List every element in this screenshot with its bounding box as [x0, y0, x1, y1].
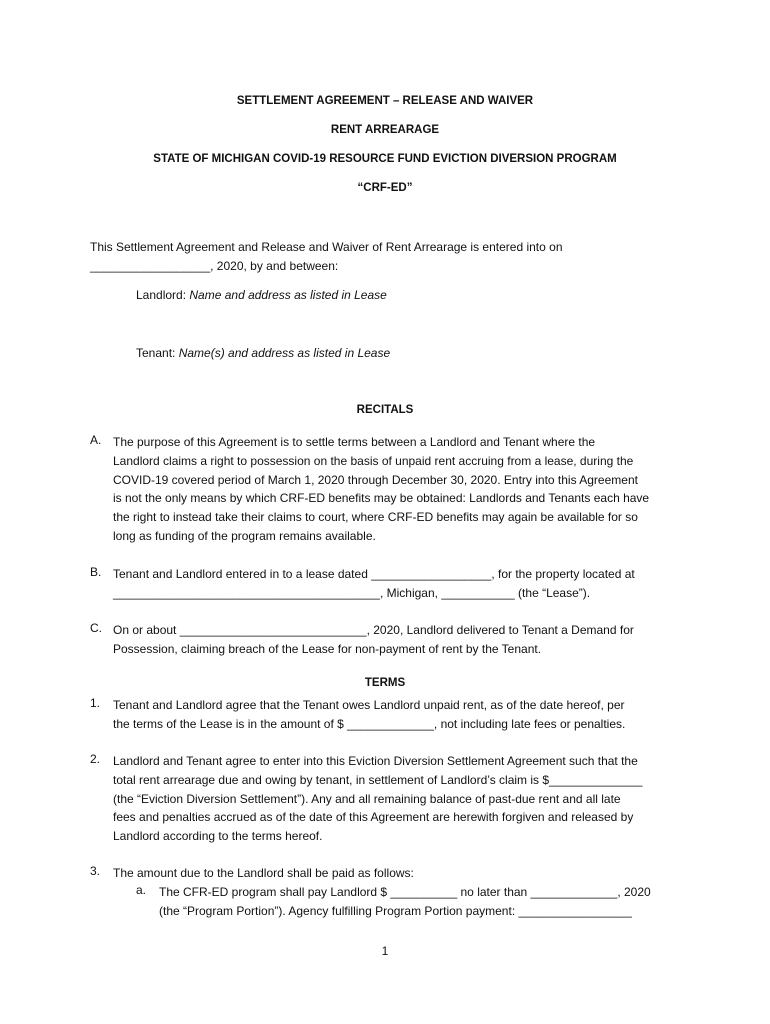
recital-line: The purpose of this Agreement is to settle terms between a Landlord and Tenant where the — [113, 435, 596, 449]
term-line: Landlord according to the terms hereof. — [113, 829, 323, 844]
term-line: Tenant and Landlord agree that the Tenant owes Landlord unpaid rent, as of the date hereof, per — [113, 698, 625, 712]
landlord-label: Landlord: — [136, 288, 190, 302]
program-name: STATE OF MICHIGAN COVID-19 RESOURCE FUND EVICTION DIVERSION PROGRAM — [153, 153, 617, 165]
landlord-value: Name and address as listed in Lease — [189, 288, 387, 302]
term-1-marker: 1. — [90, 696, 101, 710]
recital-line: long as funding of the program remains available. — [113, 528, 376, 543]
term-2-text — [113, 752, 642, 846]
document-title: SETTLEMENT AGREEMENT – RELEASE AND WAIVER — [236, 95, 534, 107]
term-line: fees and penalties accrued as of the date of this Agreement are herewith forgiven and released by — [113, 810, 634, 825]
term-2-marker: 2. — [90, 752, 101, 766]
recital-line: COVID-19 covered period of March 1, 2020 through December 30, 2020. Entry into this Agreement — [113, 472, 638, 487]
intro-line-1: This Settlement Agreement and Release and Waiver of Rent Arrearage is entered into on — [90, 240, 563, 254]
term-3-marker: 3. — [90, 864, 101, 878]
subterm-line: (the “Program Portion”). Agency fulfilling Program Portion payment: _________________ — [159, 903, 632, 918]
recital-b-marker: B. — [90, 565, 102, 579]
subterm-a-text — [159, 883, 651, 921]
recitals-heading: RECITALS — [356, 404, 414, 416]
recital-line: is not the only means by which CRF-ED benefits may be obtained: Landlords and Tenants each have — [113, 491, 650, 506]
recital-line: On or about ____________________________, 2020, Landlord delivered to Tenant a Demand for — [113, 623, 634, 637]
term-line: Landlord and Tenant agree to enter into this Eviction Diversion Settlement Agreement such that the — [113, 754, 638, 768]
recital-a-text — [113, 433, 649, 546]
recital-b-text — [113, 565, 635, 603]
recital-line: Possession, claiming breach of the Lease for non-payment of rent by the Tenant. — [113, 641, 542, 656]
program-short-name: “CRF-ED” — [357, 182, 413, 194]
terms-heading: TERMS — [364, 677, 406, 689]
recital-a-marker: A. — [90, 433, 102, 447]
recital-line: ________________________________________, Michigan, ___________ (the “Lease”). — [113, 585, 591, 600]
tenant-value: Name(s) and address as listed in Lease — [178, 346, 391, 360]
recital-c-marker: C. — [90, 621, 102, 635]
term-line: total rent arrearage due and owing by tenant, in settlement of Landlord’s claim is $______________ — [113, 772, 643, 787]
recital-line: Landlord claims a right to possession on the basis of unpaid rent accruing from a lease, during the — [113, 453, 634, 468]
recital-line: the right to instead take their claims to court, where CRF-ED benefits may again be available for so — [113, 510, 638, 525]
page-number: 1 — [381, 944, 389, 958]
tenant-party — [136, 346, 390, 360]
intro-line-2: __________________, 2020, by and between: — [90, 259, 339, 273]
landlord-party — [136, 288, 387, 302]
term-line: The amount due to the Landlord shall be paid as follows: — [113, 866, 414, 880]
subterm-line: The CFR-ED program shall pay Landlord $ __________ no later than _____________, 2020 — [159, 885, 651, 899]
term-line: (the “Eviction Diversion Settlement”). Any and all remaining balance of past-due rent and all late — [113, 791, 621, 806]
tenant-label: Tenant: — [136, 346, 179, 360]
recital-c-text — [113, 621, 634, 659]
recital-line: Tenant and Landlord entered in to a lease dated __________________, for the property located at — [113, 567, 635, 581]
document-subtitle: RENT ARREARAGE — [330, 124, 440, 136]
term-line: the terms of the Lease is in the amount of $ _____________, not including late fees or penalties. — [113, 716, 626, 731]
term-3-text — [113, 864, 414, 883]
term-1-text — [113, 696, 625, 734]
subterm-a-marker: a. — [136, 883, 147, 897]
